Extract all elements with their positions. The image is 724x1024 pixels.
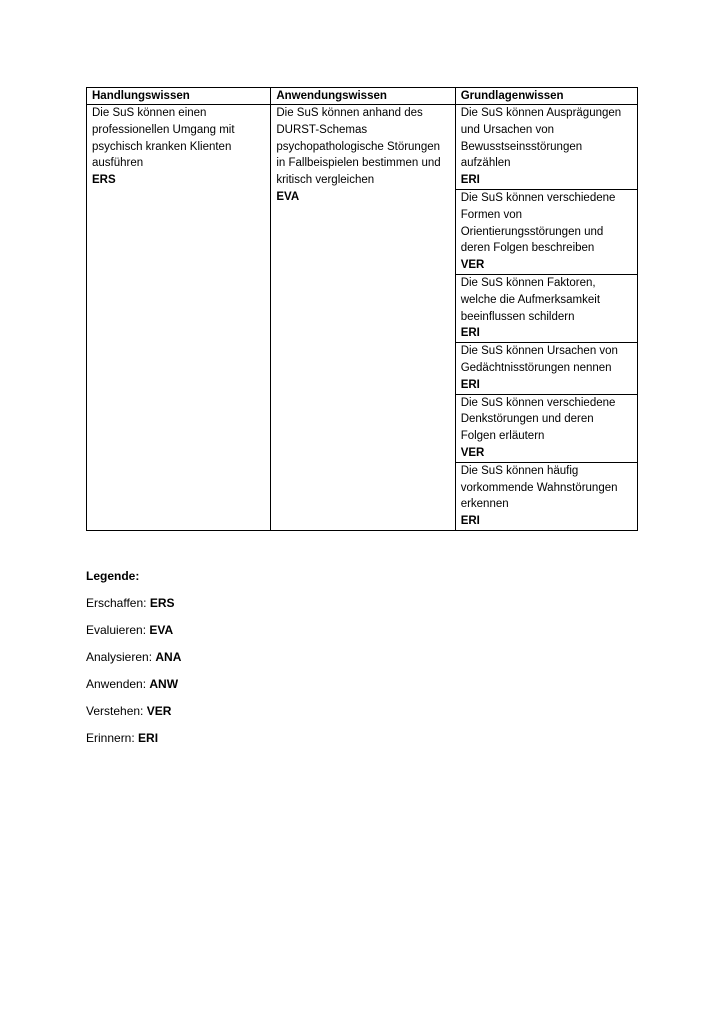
cell-grundlagen-5	[455, 394, 637, 462]
header-handlungswissen: Handlungswissen	[87, 88, 271, 105]
legend-label: Evaluieren:	[86, 623, 147, 637]
cell-text: Die SuS können Ursachen von Gedächtnisstörungen nennen	[460, 345, 618, 374]
legend-item	[86, 703, 181, 719]
cell-text: Die SuS können anhand des DURST-Schemas psychopathologische Störungen in Fallbeispielen bestimmen und kritisch vergleichen	[276, 107, 441, 187]
competence-code: ERI	[460, 515, 480, 528]
competence-code: ERI	[460, 174, 480, 187]
legend-item	[86, 730, 181, 746]
legend-item	[86, 622, 181, 638]
cell-text: Die SuS können Ausprägungen und Ursachen von Bewusstseinsstörungen aufzählen	[460, 107, 622, 170]
table-header-row	[87, 88, 638, 105]
legend-title: Legende:	[86, 569, 140, 583]
legend-code: EVA	[149, 623, 174, 637]
legend	[86, 568, 181, 757]
cell-text: Die SuS können einen professionellen Umgang mit psychisch kranken Klienten ausführen	[92, 107, 235, 170]
competence-code: ERI	[460, 378, 480, 391]
cell-text: Die SuS können Faktoren, welche die Aufmerksamkeit beeinflussen schildern	[460, 276, 601, 323]
cell-anwendungswissen	[271, 105, 455, 531]
cell-handlungswissen	[87, 105, 271, 531]
legend-label: Analysieren:	[86, 650, 153, 664]
legend-code: ANW	[149, 677, 179, 691]
competence-code: VER	[460, 259, 485, 272]
legend-label: Erschaffen:	[86, 596, 147, 610]
legend-code: ANA	[155, 650, 182, 664]
cell-text: Die SuS können verschiedene Formen von Orientierungsstörungen und deren Folgen beschreiben	[460, 191, 616, 255]
competence-code: ERI	[460, 327, 480, 340]
competence-code: VER	[460, 446, 485, 459]
cell-text: Die SuS können häufig vorkommende Wahnstörungen erkennen	[460, 464, 618, 511]
table-row	[87, 105, 638, 190]
legend-code: VER	[146, 704, 172, 718]
cell-grundlagen-6	[455, 462, 637, 530]
header-grundlagenwissen: Grundlagenwissen	[455, 88, 637, 105]
legend-code: ERI	[138, 731, 159, 745]
legend-label: Erinnern:	[86, 731, 135, 745]
competence-table	[86, 87, 638, 531]
header-anwendungswissen: Anwendungswissen	[271, 88, 455, 105]
legend-label: Verstehen:	[86, 704, 144, 718]
cell-grundlagen-3	[455, 274, 637, 342]
legend-code: ERS	[149, 596, 175, 610]
cell-grundlagen-2	[455, 189, 637, 274]
legend-label: Anwenden:	[86, 677, 147, 691]
competence-code: ERS	[92, 174, 116, 187]
competence-code: EVA	[276, 190, 300, 203]
legend-item	[86, 676, 181, 692]
cell-grundlagen-1	[455, 105, 637, 190]
cell-text: Die SuS können verschiedene Denkstörungen und deren Folgen erläutern	[460, 396, 616, 443]
legend-item	[86, 649, 181, 665]
cell-grundlagen-4	[455, 343, 637, 394]
legend-item	[86, 595, 181, 611]
